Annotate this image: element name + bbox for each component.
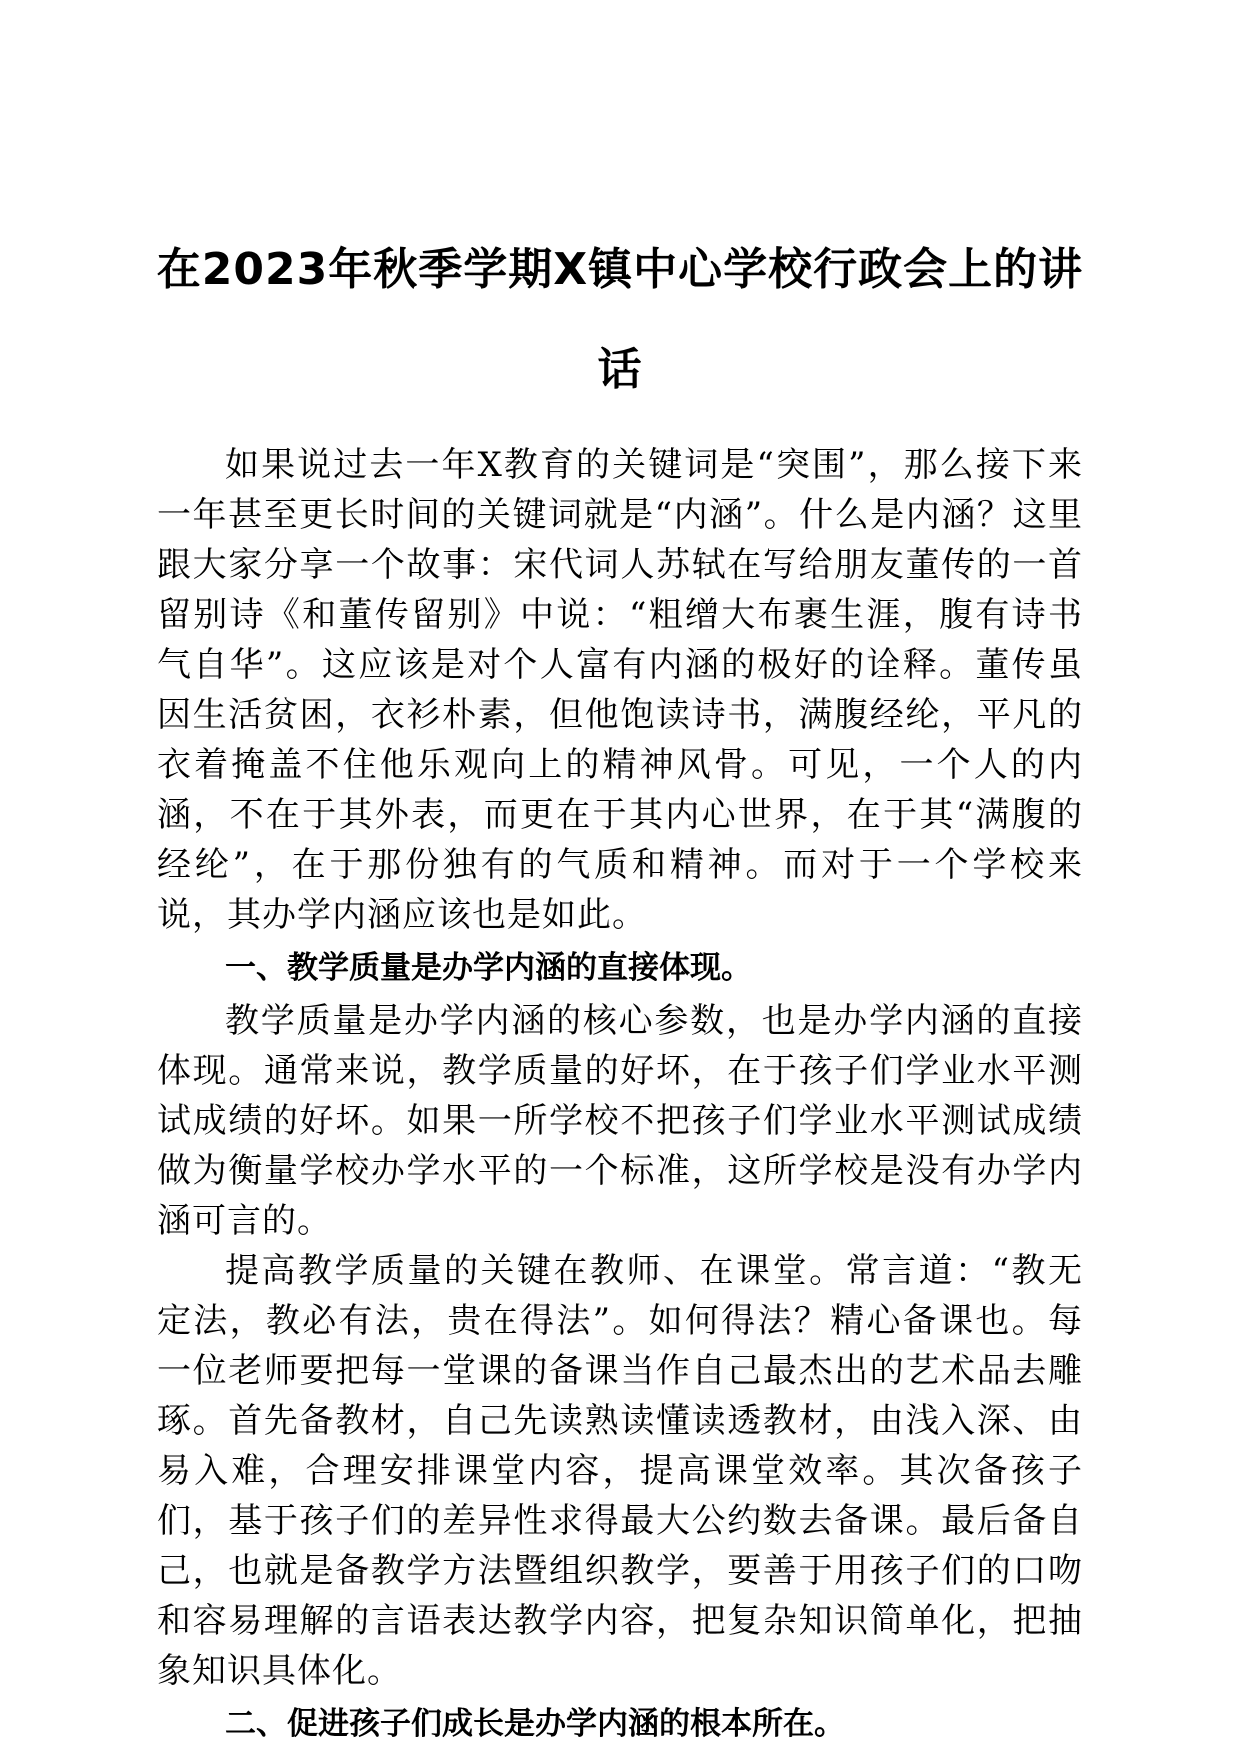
section-1-paragraph-2: 提高教学质量的关键在教师、在课堂。常言道：“教无定法，教必有法，贵在得法”。如何得法？精心备课也。每一位老师要把每一堂课的备课当作自己最杰出的艺术品去雕琢。首先备教材，自己先读熟读懂读透教材，由浅入深、由易入难，合理安排课堂内容，提高课堂效率。其次备孩子们，基于孩子们的差异性求得最大公约数去备课。最后备自己，也就是备教学方法暨组织教学，要善于用孩子们的口吻和容易理解的言语表达教学内容，把复杂知识简单化，把抽象知识具体化。: [157, 1251, 1083, 1691]
section-heading-1: 一、教学质量是办学内涵的直接体现。: [225, 950, 752, 986]
section-1-paragraph-1: 教学质量是办学内涵的核心参数，也是办学内涵的直接体现。通常来说，教学质量的好坏，在于孩子们学业水平测试成绩的好坏。如果一所学校不把孩子们学业水平测试成绩做为衡量学校办学水平的一个标准，这所学校是没有办学内涵可言的。: [157, 1001, 1083, 1241]
document-body: [157, 440, 1083, 1752]
document-title: 在2023年秋季学期X镇中心学校行政会上的讲话: [156, 244, 1084, 395]
section-heading-2: 二、促进孩子们成长是办学内涵的根本所在。: [225, 1706, 845, 1742]
intro-paragraph: 如果说过去一年X教育的关键词是“突围”，那么接下来一年甚至更长时间的关键词就是“内涵”。什么是内涵？这里跟大家分享一个故事：宋代词人苏轼在写给朋友董传的一首留别诗《和董传留别》中说：“粗缯大布裹生涯，腹有诗书气自华”。这应该是对个人富有内涵的极好的诠释。董传虽因生活贫困，衣衫朴素，但他饱读诗书，满腹经纶，平凡的衣着掩盖不住他乐观向上的精神风骨。可见，一个人的内涵，不在于其外表，而更在于其内心世界，在于其“满腹的经纶”，在于那份独有的气质和精神。而对于一个学校来说，其办学内涵应该也是如此。: [157, 445, 1083, 935]
